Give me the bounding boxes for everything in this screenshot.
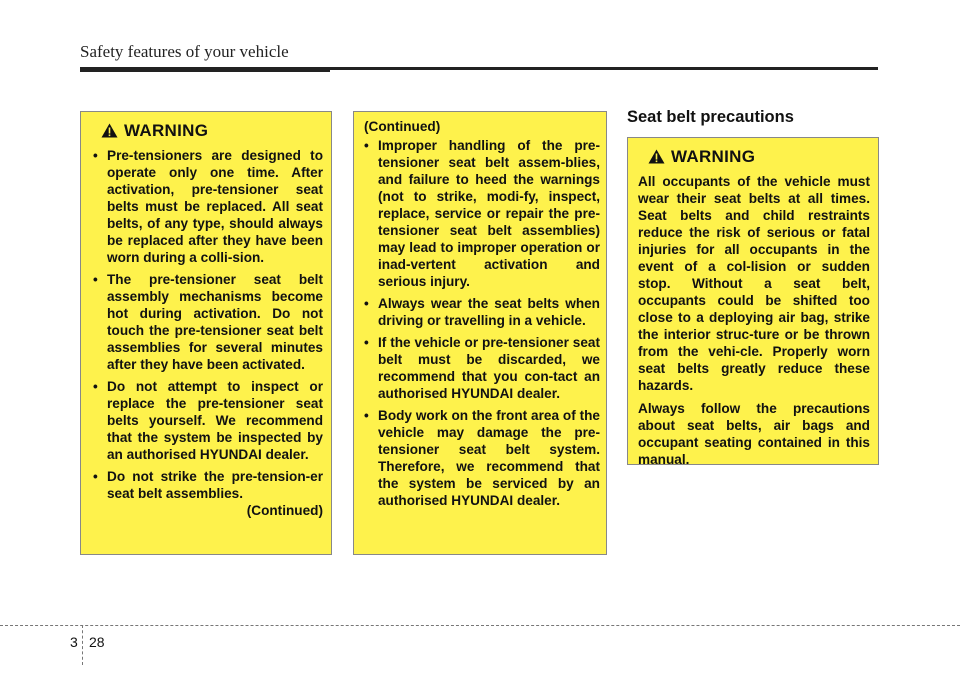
- warning-list: [91, 147, 323, 502]
- chapter-number: 3: [70, 634, 78, 650]
- list-item: • Do not attempt to inspect or replace the pre-tensioner seat belts yourself. We recommend that the system be inspected by an authorised HYUNDAI dealer.: [91, 378, 323, 463]
- warning-triangle-icon: [101, 123, 118, 138]
- footer-rule: [0, 625, 960, 626]
- list-item: • The pre-tensioner seat belt assembly mechanisms become hot during activation. Do not touch the pre-tensioner seat belt assemblies for several minutes after they have been activated.: [91, 271, 323, 373]
- warning-box-pretensioner: [80, 111, 332, 555]
- warning-paragraph: Always follow the precautions about seat belts, air bags and occupant seating contained in this manual.: [638, 401, 870, 467]
- warning-heading: [91, 122, 323, 139]
- warning-label: WARNING: [124, 121, 209, 140]
- warning-paragraph: All occupants of the vehicle must wear their seat belts at all times. Seat belts and child restraints reduce the risk of serious or fatal injuries for all occupants in the event of a col-lision or sudden stop. Without a seat belt, occupants could be shifted too close to a deploying air bag, strike the interior struc-ture or be thrown from the vehi-cle. Properly worn seat belts greatly reduce these hazards.: [638, 174, 870, 393]
- list-item: • Pre-tensioners are designed to operate only one time. After activation, pre-tensioner seat belts must be replaced. All seat belts, of any type, should always be replaced after they have been worn during a colli-sion.: [91, 147, 323, 266]
- footer-divider: [82, 625, 83, 665]
- list-item: • If the vehicle or pre-tensioner seat belt must be discarded, we recommend that you con-tact an authorised HYUNDAI dealer.: [362, 334, 600, 402]
- list-item: • Body work on the front area of the vehicle may damage the pre-tensioner seat belt system. Therefore, we recommend that the system be serviced by an authorised HYUNDAI dealer.: [362, 407, 600, 509]
- page-number: 28: [89, 634, 105, 650]
- warning-list: [362, 137, 600, 509]
- header-rule-accent: [80, 67, 330, 72]
- warning-box-seat-belt: [627, 137, 879, 465]
- continued-label: (Continued): [246, 503, 323, 518]
- warning-triangle-icon: [648, 149, 665, 164]
- list-item: • Do not strike the pre-tension-er seat belt assemblies.: [91, 468, 323, 502]
- continued-label: (Continued): [364, 119, 441, 134]
- list-item: • Improper handling of the pre-tensioner seat belt assem-blies, and failure to heed the warnings (not to strike, modi-fy, inspect, replace, service or repair the pre-tensioner seat belt assemblies) may lead to improper operation or inad-vertent activation and serious injury.: [362, 137, 600, 290]
- list-item: • Always wear the seat belts when driving or travelling in a vehicle.: [362, 295, 600, 329]
- warning-label: WARNING: [671, 147, 756, 166]
- header-title: Safety features of your vehicle: [80, 42, 289, 61]
- warning-box-continued: [353, 111, 607, 555]
- warning-heading: [638, 148, 870, 165]
- section-title: Seat belt precautions: [627, 108, 794, 126]
